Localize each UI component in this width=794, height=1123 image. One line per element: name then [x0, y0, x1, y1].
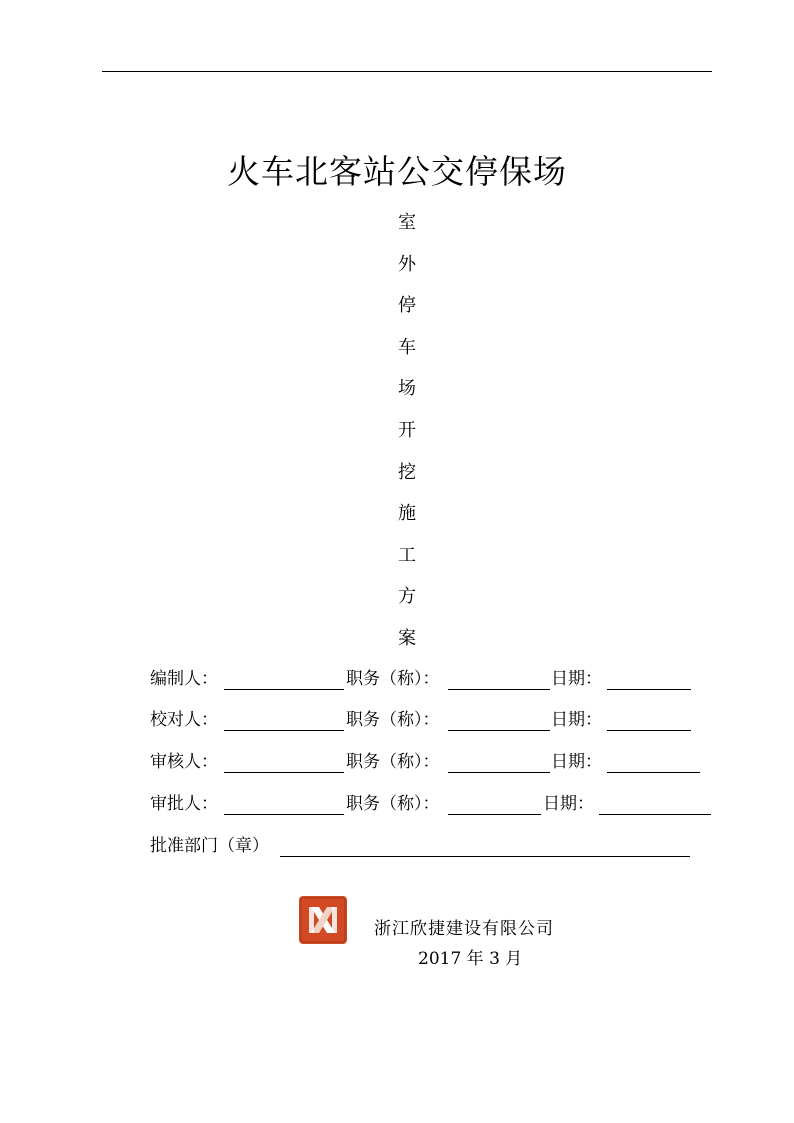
title-label: 职务（称）： — [346, 669, 440, 689]
title-label: 职务（称）： — [346, 752, 440, 772]
header-rule — [102, 71, 712, 72]
subtitle-char: 车 — [398, 336, 416, 358]
title-blank — [448, 772, 550, 773]
subtitle-char: 方 — [398, 586, 416, 608]
vertical-subtitle — [392, 208, 422, 666]
role-label: 编制人： — [150, 669, 218, 689]
subtitle-char: 外 — [398, 253, 416, 275]
role-blank — [224, 772, 344, 773]
company-name: 浙江欣捷建设有限公司 — [374, 919, 554, 939]
subtitle-char: 案 — [398, 627, 416, 649]
subtitle-char: 停 — [398, 295, 416, 317]
document-date: 2017 年 3 月 — [418, 949, 523, 969]
approval-label: 批准部门（章） — [150, 836, 269, 856]
date-label: 日期： — [551, 710, 602, 730]
title-blank — [448, 814, 541, 815]
subtitle-char: 挖 — [398, 461, 416, 483]
subtitle-char: 施 — [398, 503, 416, 525]
date-blank — [607, 772, 700, 773]
title-label: 职务（称）： — [346, 794, 440, 814]
title-blank — [448, 689, 550, 690]
approval-blank — [280, 856, 690, 857]
company-logo-icon — [299, 896, 347, 944]
role-label: 审核人： — [150, 752, 218, 772]
role-label: 审批人： — [150, 794, 218, 814]
role-blank — [224, 730, 344, 731]
subtitle-char: 工 — [398, 544, 416, 566]
date-label: 日期： — [551, 752, 602, 772]
subtitle-char: 室 — [398, 212, 416, 233]
document-title: 火车北客站公交停保场 — [227, 152, 567, 191]
role-blank — [224, 814, 344, 815]
date-blank — [599, 814, 711, 815]
role-blank — [224, 689, 344, 690]
date-label: 日期： — [551, 669, 602, 689]
title-label: 职务（称）： — [346, 710, 440, 730]
date-label: 日期： — [543, 794, 594, 814]
subtitle-char: 场 — [398, 378, 416, 400]
date-blank — [607, 689, 691, 690]
date-blank — [607, 730, 691, 731]
title-blank — [448, 730, 550, 731]
subtitle-char: 开 — [398, 419, 416, 441]
role-label: 校对人： — [150, 710, 218, 730]
